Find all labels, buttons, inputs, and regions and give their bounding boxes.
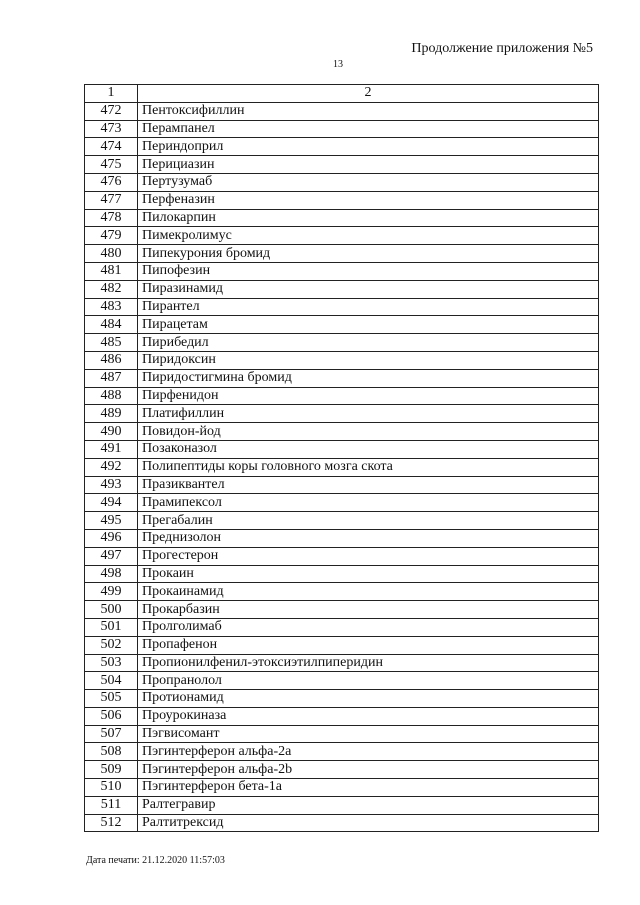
drug-name-cell: Перициазин (138, 156, 599, 174)
table-row (85, 440, 599, 458)
row-number-cell: 497 (85, 547, 138, 565)
appendix-continuation-title: Продолжение приложения №5 (411, 41, 593, 56)
drug-name-cell: Прегабалин (138, 512, 599, 530)
page-number: 13 (333, 59, 343, 70)
column-header-number: 1 (85, 85, 138, 103)
drug-name-cell: Пирибедил (138, 334, 599, 352)
table-row (85, 423, 599, 441)
row-number-cell: 505 (85, 690, 138, 708)
table-row (85, 298, 599, 316)
drug-name-cell: Пертузумаб (138, 173, 599, 191)
table-row (85, 529, 599, 547)
table-row (85, 601, 599, 619)
table-row (85, 547, 599, 565)
table-row (85, 156, 599, 174)
drug-name-cell: Пентоксифиллин (138, 102, 599, 120)
table-row (85, 512, 599, 530)
drug-name-cell: Повидон-йод (138, 423, 599, 441)
drug-name-cell: Пэгинтерферон альфа-2b (138, 761, 599, 779)
row-number-cell: 492 (85, 458, 138, 476)
drug-name-cell: Пирфенидон (138, 387, 599, 405)
drug-name-cell: Пэгинтерферон альфа-2а (138, 743, 599, 761)
table-row (85, 351, 599, 369)
table-row (85, 120, 599, 138)
row-number-cell: 510 (85, 779, 138, 797)
table-row (85, 245, 599, 263)
table-row (85, 102, 599, 120)
row-number-cell: 500 (85, 601, 138, 619)
drug-name-cell: Пирацетам (138, 316, 599, 334)
drug-name-cell: Празиквантел (138, 476, 599, 494)
row-number-cell: 502 (85, 636, 138, 654)
table-row (85, 387, 599, 405)
table-row (85, 262, 599, 280)
drug-name-cell: Пипекурония бромид (138, 245, 599, 263)
drug-name-cell: Пиридостигмина бромид (138, 369, 599, 387)
row-number-cell: 479 (85, 227, 138, 245)
row-number-cell: 489 (85, 405, 138, 423)
drug-name-cell: Пэгвисомант (138, 725, 599, 743)
table-row (85, 743, 599, 761)
table-row (85, 725, 599, 743)
row-number-cell: 495 (85, 512, 138, 530)
table-row (85, 369, 599, 387)
table-row (85, 761, 599, 779)
table-row (85, 796, 599, 814)
drug-name-cell: Преднизолон (138, 529, 599, 547)
drug-name-cell: Пиразинамид (138, 280, 599, 298)
drug-name-cell: Пропафенон (138, 636, 599, 654)
table-row (85, 618, 599, 636)
row-number-cell: 496 (85, 529, 138, 547)
table-row (85, 316, 599, 334)
row-number-cell: 503 (85, 654, 138, 672)
drug-name-cell: Прамипексол (138, 494, 599, 512)
row-number-cell: 481 (85, 262, 138, 280)
table-row (85, 458, 599, 476)
row-number-cell: 476 (85, 173, 138, 191)
row-number-cell: 473 (85, 120, 138, 138)
drug-name-cell: Проурокиназа (138, 707, 599, 725)
table-row (85, 227, 599, 245)
table-row (85, 565, 599, 583)
row-number-cell: 483 (85, 298, 138, 316)
column-header-name: 2 (138, 85, 599, 103)
row-number-cell: 475 (85, 156, 138, 174)
table-row (85, 583, 599, 601)
table-header-row (85, 85, 599, 103)
drug-name-cell: Позаконазол (138, 440, 599, 458)
row-number-cell: 472 (85, 102, 138, 120)
table-row (85, 405, 599, 423)
row-number-cell: 511 (85, 796, 138, 814)
drug-name-cell: Ралтитрексид (138, 814, 599, 832)
row-number-cell: 487 (85, 369, 138, 387)
row-number-cell: 506 (85, 707, 138, 725)
table-row (85, 707, 599, 725)
drug-name-cell: Прокаин (138, 565, 599, 583)
row-number-cell: 509 (85, 761, 138, 779)
table-row (85, 814, 599, 832)
drug-name-cell: Пэгинтерферон бета-1а (138, 779, 599, 797)
drug-name-cell: Перампанел (138, 120, 599, 138)
row-number-cell: 494 (85, 494, 138, 512)
table-row (85, 173, 599, 191)
drug-name-cell: Пропранолол (138, 672, 599, 690)
drug-name-cell: Перфеназин (138, 191, 599, 209)
row-number-cell: 480 (85, 245, 138, 263)
row-number-cell: 478 (85, 209, 138, 227)
table-row (85, 209, 599, 227)
drug-name-cell: Ралтегравир (138, 796, 599, 814)
row-number-cell: 504 (85, 672, 138, 690)
row-number-cell: 477 (85, 191, 138, 209)
row-number-cell: 490 (85, 423, 138, 441)
drug-name-cell: Прогестерон (138, 547, 599, 565)
drug-name-cell: Периндоприл (138, 138, 599, 156)
row-number-cell: 484 (85, 316, 138, 334)
row-number-cell: 499 (85, 583, 138, 601)
table-row (85, 191, 599, 209)
drug-name-cell: Пропионилфенил-этоксиэтилпиперидин (138, 654, 599, 672)
drug-name-cell: Пирантел (138, 298, 599, 316)
print-date: Дата печати: 21.12.2020 11:57:03 (86, 855, 225, 866)
drug-name-cell: Пипофезин (138, 262, 599, 280)
drug-name-cell: Протионамид (138, 690, 599, 708)
drug-name-cell: Пролголимаб (138, 618, 599, 636)
row-number-cell: 501 (85, 618, 138, 636)
drug-list-table (84, 84, 599, 832)
table-row (85, 476, 599, 494)
drug-name-cell: Полипептиды коры головного мозга скота (138, 458, 599, 476)
drug-name-cell: Платифиллин (138, 405, 599, 423)
row-number-cell: 488 (85, 387, 138, 405)
row-number-cell: 485 (85, 334, 138, 352)
row-number-cell: 508 (85, 743, 138, 761)
table-row (85, 654, 599, 672)
table-body (85, 102, 599, 832)
drug-name-cell: Пиридоксин (138, 351, 599, 369)
drug-name-cell: Прокарбазин (138, 601, 599, 619)
row-number-cell: 482 (85, 280, 138, 298)
table-row (85, 690, 599, 708)
table-row (85, 494, 599, 512)
drug-name-cell: Пилокарпин (138, 209, 599, 227)
table-row (85, 280, 599, 298)
table-row (85, 636, 599, 654)
drug-name-cell: Пимекролимус (138, 227, 599, 245)
table-row (85, 672, 599, 690)
row-number-cell: 491 (85, 440, 138, 458)
drug-name-cell: Прокаинамид (138, 583, 599, 601)
row-number-cell: 512 (85, 814, 138, 832)
row-number-cell: 493 (85, 476, 138, 494)
row-number-cell: 486 (85, 351, 138, 369)
row-number-cell: 474 (85, 138, 138, 156)
table-row (85, 334, 599, 352)
row-number-cell: 498 (85, 565, 138, 583)
table-row (85, 779, 599, 797)
table-row (85, 138, 599, 156)
row-number-cell: 507 (85, 725, 138, 743)
